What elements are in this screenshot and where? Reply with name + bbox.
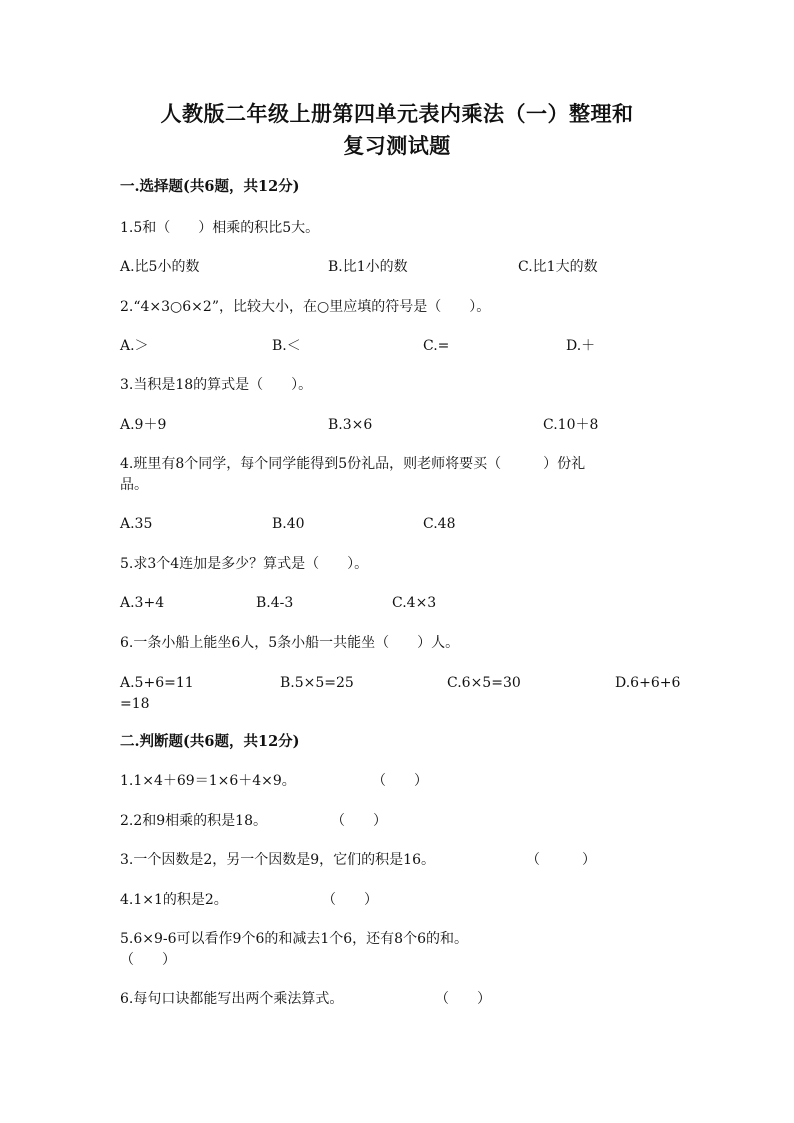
question-text-line1: 4.班里有8个同学，每个同学能得到5份礼品，则老师将要买（ ）份礼 (120, 456, 586, 472)
option-c: C.4×3 (392, 595, 437, 611)
option-b: B.3×6 (328, 417, 373, 433)
question-text: 3.当积是18的算式是（ ）。 (120, 377, 313, 393)
judge-question-text: 5.6×9-6可以看作9个6的和减去1个6，还有8个6的和。 (120, 931, 468, 947)
question-text: 2.“4×3○6×2”，比较大小，在○里应填的符号是（ ）。 (120, 299, 491, 315)
option-c: C.48 (423, 516, 456, 532)
answer-blank: （ ） (372, 773, 428, 789)
question-text: 1.5和（ ）相乘的积比5大。 (120, 220, 320, 236)
answer-blank: （ ） (331, 813, 387, 829)
option-d-continued: =18 (120, 696, 150, 712)
answer-blank: （ ） (526, 852, 596, 868)
option-b: B.4-3 (256, 595, 294, 611)
judge-question-text: 6.每句口诀都能写出两个乘法算式。 (120, 991, 344, 1007)
option-b: B.40 (272, 516, 305, 532)
option-a: A.3+4 (120, 595, 165, 611)
option-c: C.比1大的数 (518, 259, 598, 275)
question-text: 5.求3个4连加是多少？算式是（ ）。 (120, 556, 369, 572)
judge-question-text: 2.2和9相乘的积是18。 (120, 813, 267, 829)
option-c: C.10＋8 (543, 417, 599, 433)
option-c: C.= (423, 338, 450, 354)
judge-question-text: 4.1×1的积是2。 (120, 892, 228, 908)
question-text-line2: 品。 (120, 477, 148, 493)
option-a: A.9＋9 (120, 417, 167, 433)
option-a: A.35 (120, 516, 153, 532)
option-a: A.比5小的数 (120, 259, 200, 275)
answer-blank: （ ） (322, 892, 378, 908)
section-heading-choice: 一.选择题(共6题，共12分) (120, 178, 300, 195)
option-b: B.比1小的数 (328, 259, 408, 275)
section-heading-judge: 二.判断题(共6题，共12分) (120, 733, 300, 750)
page-title-line2: 复习测试题 (343, 133, 451, 158)
judge-question-text: 1.1×4＋69＝1×6＋4×9。 (120, 773, 296, 789)
option-d: D.6+6+6 (615, 675, 681, 691)
judge-question-text: 3.一个因数是2，另一个因数是9，它们的积是16。 (120, 852, 435, 868)
page-title-line1: 人教版二年级上册第四单元表内乘法（一）整理和 (160, 101, 634, 126)
option-c: C.6×5=30 (447, 675, 521, 691)
option-b: B.5×5=25 (280, 675, 354, 691)
answer-blank: （ ） (120, 952, 176, 968)
option-d: D.＋ (566, 338, 596, 354)
option-a: A.＞ (120, 338, 149, 354)
answer-blank: （ ） (435, 991, 491, 1007)
question-text: 6.一条小船上能坐6人，5条小船一共能坐（ ）人。 (120, 635, 460, 651)
option-b: B.＜ (272, 338, 301, 354)
option-a: A.5+6=11 (120, 675, 194, 691)
